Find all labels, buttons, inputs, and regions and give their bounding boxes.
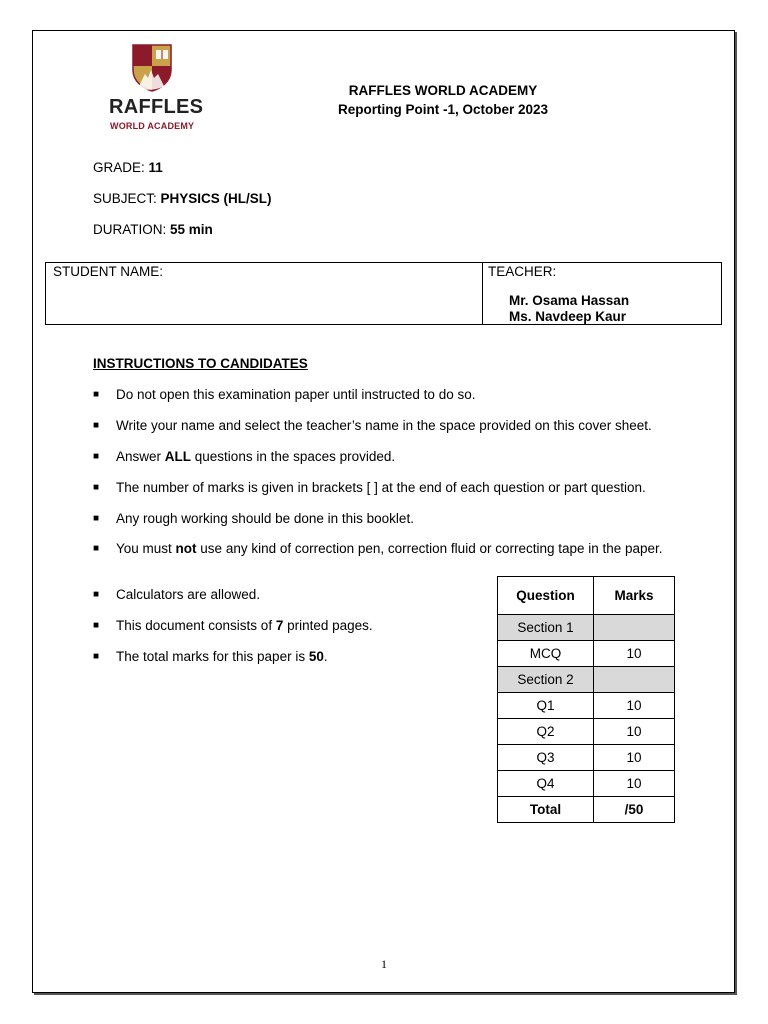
page-number: 1 <box>381 957 387 971</box>
bullet-icon: ■ <box>93 589 100 600</box>
marks-table <box>497 576 675 823</box>
grade-value: 11 <box>148 160 163 175</box>
question-cell: Q2 <box>498 719 594 745</box>
bullet-icon: ■ <box>93 651 100 662</box>
school-name: RAFFLES WORLD ACADEMY <box>348 83 538 98</box>
table-row <box>498 771 675 797</box>
total-value: /50 <box>594 797 675 823</box>
subject-label: SUBJECT: <box>93 191 157 206</box>
table-row <box>498 693 675 719</box>
marks-cell: 10 <box>594 693 675 719</box>
shield-icon <box>132 44 172 92</box>
school-logo <box>104 44 204 136</box>
duration-label: DURATION: <box>93 222 167 237</box>
bullet-icon: ■ <box>93 389 100 400</box>
duration-line <box>93 222 213 237</box>
table-row <box>498 667 675 693</box>
instruction-text: Calculators are allowed. <box>116 587 261 602</box>
grade-label: GRADE: <box>93 160 145 175</box>
report-title: Reporting Point -1, October 2023 <box>337 102 549 117</box>
teacher-label: TEACHER: <box>488 264 557 279</box>
teacher-name[interactable]: Mr. Osama Hassan <box>509 293 630 308</box>
marks-cell: 10 <box>594 745 675 771</box>
subject-value: PHYSICS (HL/SL) <box>160 191 272 206</box>
marks-cell: 10 <box>594 771 675 797</box>
instruction-text: You must not use any kind of correction pen, correction fluid or correcting tape in the paper. <box>116 541 663 556</box>
table-row <box>498 641 675 667</box>
table-row <box>498 745 675 771</box>
instruction-text: Answer ALL questions in the spaces provided. <box>116 449 396 464</box>
student-teacher-box <box>45 262 722 325</box>
marks-cell: 10 <box>594 641 675 667</box>
bullet-icon: ■ <box>93 513 100 524</box>
duration-value: 55 min <box>170 222 213 237</box>
instruction-text: This document consists of 7 printed pages. <box>116 618 373 633</box>
logo-subtitle: WORLD ACADEMY <box>110 121 195 131</box>
logo-wordmark: RAFFLES <box>109 96 204 118</box>
bullet-icon: ■ <box>93 451 100 462</box>
box-divider <box>482 263 483 324</box>
instruction-text: The number of marks is given in brackets [ ] at the end of each question or part question. <box>116 480 646 495</box>
instruction-text: Do not open this examination paper until instructed to do so. <box>116 387 476 402</box>
table-header-row <box>498 577 675 615</box>
bullet-icon: ■ <box>93 620 100 631</box>
teacher-name[interactable]: Ms. Navdeep Kaur <box>509 309 627 324</box>
question-cell: Q1 <box>498 693 594 719</box>
question-cell: Q4 <box>498 771 594 797</box>
bullet-icon: ■ <box>93 420 100 431</box>
question-cell: MCQ <box>498 641 594 667</box>
student-name-label: STUDENT NAME: <box>53 264 164 279</box>
bullet-icon: ■ <box>93 543 100 554</box>
document-header <box>300 81 586 119</box>
column-header: Question <box>498 577 594 615</box>
total-row <box>498 797 675 823</box>
question-cell: Section 1 <box>498 615 594 641</box>
marks-cell <box>594 615 675 641</box>
instruction-text: Write your name and select the teacher’s name in the space provided on this cover sheet. <box>116 418 652 433</box>
question-cell: Q3 <box>498 745 594 771</box>
column-header: Marks <box>594 577 675 615</box>
grade-line <box>93 160 163 175</box>
total-label: Total <box>498 797 594 823</box>
instruction-text: The total marks for this paper is 50. <box>116 649 328 664</box>
instruction-text: Any rough working should be done in this booklet. <box>116 511 414 526</box>
question-cell: Section 2 <box>498 667 594 693</box>
bullet-icon: ■ <box>93 482 100 493</box>
table-row <box>498 615 675 641</box>
subject-line <box>93 191 272 206</box>
marks-cell: 10 <box>594 719 675 745</box>
instructions-title: INSTRUCTIONS TO CANDIDATES <box>93 356 308 371</box>
marks-cell <box>594 667 675 693</box>
table-row <box>498 719 675 745</box>
